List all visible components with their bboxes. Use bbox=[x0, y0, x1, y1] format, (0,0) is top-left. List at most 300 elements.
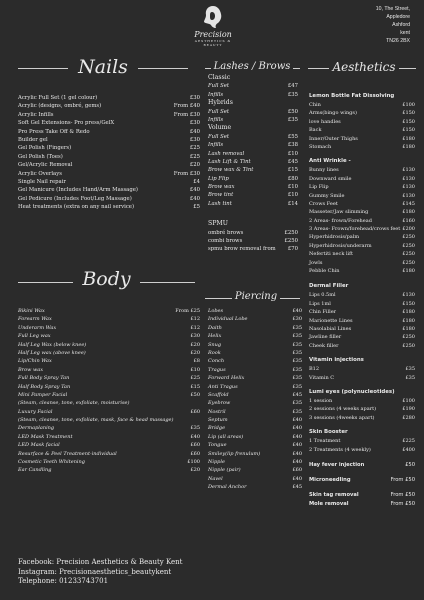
piercing-service-row bbox=[208, 383, 302, 391]
service-price: £30 bbox=[189, 136, 200, 143]
service-price: £35 bbox=[292, 324, 302, 331]
service-price: £40 bbox=[292, 475, 302, 482]
service-name: Ear Candling bbox=[18, 467, 52, 474]
service-name: Full Set bbox=[208, 83, 230, 90]
brand-subtitle: AESTHETICS & BEAUTY bbox=[194, 39, 232, 47]
nail-service-row bbox=[18, 161, 200, 169]
service-name: Crows Feet bbox=[309, 200, 338, 207]
service-price: £145 bbox=[402, 200, 415, 207]
service-price: £35 bbox=[287, 116, 298, 123]
piercing-service-row bbox=[208, 441, 302, 449]
body-service-row bbox=[18, 441, 200, 449]
address-line: Ashford bbox=[392, 22, 410, 28]
service-price: £14 bbox=[287, 200, 298, 207]
skin-booster-row bbox=[309, 446, 415, 454]
body-service-row bbox=[18, 391, 200, 399]
service-name: LED Mask Treatment bbox=[18, 433, 73, 440]
piercing-service-row bbox=[208, 357, 302, 365]
anti-wrinkle-row bbox=[309, 242, 415, 250]
nail-service-row bbox=[18, 144, 200, 152]
service-name: Lip Flip bbox=[208, 175, 229, 182]
service-price: £80 bbox=[287, 175, 298, 182]
service-name: 1 Treatment bbox=[309, 438, 341, 445]
anti-wrinkle-row bbox=[309, 192, 415, 200]
address-line: kent bbox=[400, 30, 410, 36]
service-price: £35 bbox=[292, 358, 302, 365]
contact-footer bbox=[18, 558, 182, 587]
service-price: £35 bbox=[292, 375, 302, 382]
address-line: TN26 2BX bbox=[386, 38, 410, 44]
service-price: £10 bbox=[287, 150, 298, 157]
lemon-bottle-row bbox=[309, 109, 415, 117]
service-name: Nipple bbox=[208, 459, 225, 466]
service-price: £180 bbox=[402, 135, 415, 142]
service-name: (Steam, cleanse, tone, exfoliate, mask, face & head massage) bbox=[18, 417, 174, 424]
service-name: Nostril bbox=[208, 408, 226, 415]
service-price: £160 bbox=[402, 217, 415, 224]
service-price: £280 bbox=[402, 414, 415, 421]
address-block bbox=[376, 5, 410, 45]
service-price: £100 bbox=[402, 102, 415, 108]
service-name: Half Leg wax (above knee) bbox=[18, 349, 86, 356]
service-price: £60 bbox=[292, 467, 302, 474]
lemon-bottle-title: Lemon Bottle Fat Dissolving bbox=[309, 93, 395, 99]
service-price: £5 bbox=[193, 204, 200, 211]
anti-wrinkle-row bbox=[309, 225, 415, 233]
skin-booster-row bbox=[309, 437, 415, 445]
piercing-service-row bbox=[208, 433, 302, 441]
woman-silhouette-icon bbox=[200, 4, 226, 30]
service-name: Bunny lines bbox=[309, 167, 339, 174]
piercing-service-row bbox=[208, 341, 302, 349]
service-name: Bridge bbox=[208, 425, 226, 432]
service-name: Lash tint bbox=[208, 200, 232, 207]
aesthetics-price-list bbox=[309, 92, 415, 508]
service-price: From £40 bbox=[173, 103, 200, 110]
service-price: £30 bbox=[190, 333, 200, 340]
service-price: £35 bbox=[405, 374, 415, 381]
service-price: £35 bbox=[292, 383, 302, 390]
service-price: £45 bbox=[287, 158, 298, 165]
service-price: £225 bbox=[402, 438, 415, 445]
service-name: Masseter/Jaw slimming bbox=[309, 209, 369, 216]
brand-logo bbox=[188, 4, 238, 47]
piercing-service-row bbox=[208, 483, 302, 491]
nail-service-row bbox=[18, 119, 200, 127]
piercing-service-row bbox=[208, 391, 302, 399]
service-price: £40 bbox=[190, 433, 200, 440]
service-name: Bikini Wax bbox=[18, 308, 45, 314]
vitamin-title: Vitamin injections bbox=[309, 357, 364, 364]
service-name: Pebble Chin bbox=[309, 268, 340, 275]
service-price: £50 bbox=[287, 108, 298, 115]
dermal-filler-row bbox=[309, 333, 415, 341]
lash-service-row bbox=[208, 175, 298, 183]
service-name: Conch bbox=[208, 358, 225, 365]
piercing-service-row bbox=[208, 458, 302, 466]
service-name: Forearm Wax bbox=[18, 316, 52, 323]
piercing-service-row bbox=[208, 349, 302, 357]
service-price: £25 bbox=[189, 145, 200, 152]
service-price: £45 bbox=[292, 391, 302, 398]
service-name: Chin bbox=[309, 102, 321, 108]
service-name: Hyperhidrosis/underarm bbox=[309, 242, 372, 249]
service-name: (Steam, cleanse, tone, exfoliate, moisturise) bbox=[18, 400, 130, 407]
service-name: Back bbox=[309, 127, 322, 134]
service-name: Heat treatments (extra on any nail service) bbox=[18, 204, 135, 211]
body-service-row bbox=[18, 341, 200, 349]
service-name: 2 Areas- frown/Forehead bbox=[309, 217, 372, 224]
lumi-eyes-title: Lumi eyes (polynucleotides) bbox=[309, 388, 395, 395]
service-name: Hyperhidrosis/palm bbox=[309, 234, 360, 241]
service-price: £25 bbox=[189, 153, 200, 160]
nail-service-row bbox=[18, 170, 200, 178]
lash-service-row bbox=[208, 133, 298, 141]
dermal-filler-row bbox=[309, 325, 415, 333]
skin-tag-row: Skin tag removal From £50 bbox=[309, 492, 415, 499]
service-price: £45 bbox=[292, 484, 302, 491]
service-name: Forward Helix bbox=[208, 375, 245, 382]
service-price: £35 bbox=[292, 349, 302, 356]
service-name: Nasolabial Lines bbox=[309, 325, 352, 332]
service-name: Infills bbox=[208, 91, 224, 98]
nail-service-row bbox=[18, 94, 200, 102]
service-name: Downward smile bbox=[309, 175, 352, 182]
service-price: £250 bbox=[402, 251, 415, 258]
service-name: Brow tint bbox=[208, 192, 234, 199]
lash-service-row bbox=[208, 91, 298, 99]
service-name: 3 Areas- Frown/forehead/crows feet bbox=[309, 226, 401, 233]
lash-service-row bbox=[208, 200, 298, 208]
service-price: £30 bbox=[292, 316, 302, 323]
service-price: £250 bbox=[402, 334, 415, 341]
service-name: Daith bbox=[208, 324, 222, 331]
piercing-service-row bbox=[208, 332, 302, 340]
vitamin-row bbox=[309, 374, 415, 382]
aesthetics-heading: Aesthetics bbox=[328, 60, 400, 74]
dermal-filler-row bbox=[309, 291, 415, 299]
service-price: £60 bbox=[190, 408, 200, 415]
service-price: £180 bbox=[402, 309, 415, 316]
service-name: Builder gel bbox=[18, 136, 48, 143]
service-name: Dermal Anchor bbox=[208, 484, 247, 491]
body-service-row bbox=[18, 466, 200, 474]
lumi-eyes-row bbox=[309, 414, 415, 422]
lash-service-row bbox=[208, 191, 298, 199]
service-price: £250 bbox=[402, 242, 415, 249]
address-line: Appledore bbox=[386, 14, 410, 20]
service-name: Septum bbox=[208, 417, 228, 424]
microneedling-row: Microneedling From £50 bbox=[309, 477, 415, 484]
nails-heading: Nails bbox=[68, 56, 138, 78]
dermal-filler-row bbox=[309, 317, 415, 325]
service-name: Lash Lift & Tint bbox=[208, 158, 251, 165]
service-price: £35 bbox=[190, 425, 200, 432]
spmu-service-row bbox=[208, 229, 298, 237]
service-price: £35 bbox=[405, 366, 415, 373]
facebook-link[interactable]: Facebook: Precision Aesthetics & Beauty Kent bbox=[18, 558, 183, 566]
service-price: £130 bbox=[402, 175, 415, 182]
service-price: From £25 bbox=[175, 308, 200, 314]
service-name: Snug bbox=[208, 341, 222, 348]
service-name: Individual Lobe bbox=[208, 316, 248, 323]
service-price: £60 bbox=[190, 450, 200, 457]
service-name: Anti Tragus bbox=[208, 383, 238, 390]
lash-service-row bbox=[208, 108, 298, 116]
lemon-bottle-row bbox=[309, 135, 415, 143]
lemon-bottle-row bbox=[309, 126, 415, 134]
spmu-title: SPMU bbox=[208, 220, 228, 228]
body-service-row bbox=[18, 383, 200, 391]
anti-wrinkle-title: Anti Wrinkle - bbox=[309, 158, 351, 165]
service-name: Acrylic Full Set (1 gel colour) bbox=[18, 95, 98, 101]
service-price: £55 bbox=[287, 133, 298, 140]
service-price: £130 bbox=[402, 292, 415, 299]
service-price: £250 bbox=[284, 229, 298, 236]
service-name: Scaffold bbox=[208, 391, 229, 398]
service-name: Gel/Acrylic Removal bbox=[18, 162, 73, 169]
service-name: Underarm Wax bbox=[18, 324, 57, 331]
anti-wrinkle-row bbox=[309, 208, 415, 216]
service-price: £35 bbox=[287, 91, 298, 98]
service-name: Gel Manicure (Includes Hand/Arm Massage) bbox=[18, 187, 138, 194]
piercing-service-row bbox=[208, 324, 302, 332]
nail-service-row bbox=[18, 128, 200, 136]
service-name: spmu brow removal from bbox=[208, 246, 276, 253]
service-price: £250 bbox=[402, 234, 415, 241]
body-service-row bbox=[18, 315, 200, 323]
service-price: £40 bbox=[189, 187, 200, 194]
service-price: £180 bbox=[402, 325, 415, 332]
service-price: £100 bbox=[402, 397, 415, 404]
body-service-row bbox=[18, 366, 200, 374]
spmu-service-row bbox=[208, 245, 298, 253]
service-price: £25 bbox=[190, 375, 200, 382]
body-service-row bbox=[18, 357, 200, 365]
piercing-service-row bbox=[208, 408, 302, 416]
service-name: Eyebrow bbox=[208, 400, 231, 407]
piercing-service-row bbox=[208, 399, 302, 407]
nail-service-row bbox=[18, 195, 200, 203]
service-name: Lips 0.5ml bbox=[309, 292, 336, 299]
lash-service-row bbox=[208, 82, 298, 90]
service-name: Cheek filler bbox=[309, 342, 339, 349]
service-price: £150 bbox=[402, 300, 415, 307]
service-name: Jowls bbox=[309, 259, 323, 266]
service-name: Cosmetic Teeth Whitening bbox=[18, 459, 85, 466]
service-name: Acrylic Infills bbox=[18, 111, 54, 118]
lashes-volume-title: Volume bbox=[208, 124, 232, 132]
service-name: Lip Flip bbox=[309, 184, 329, 191]
body-service-row bbox=[18, 408, 200, 416]
anti-wrinkle-row bbox=[309, 200, 415, 208]
service-price: £200 bbox=[402, 226, 415, 233]
lash-service-row bbox=[208, 116, 298, 124]
service-name: Rook bbox=[208, 349, 221, 356]
service-name: LED Mask facial bbox=[18, 442, 60, 449]
service-name: Acrylic Overlays bbox=[18, 170, 62, 177]
piercing-service-row bbox=[208, 315, 302, 323]
service-name: Gel Pedicure (Includes Foot/Leg Massage) bbox=[18, 195, 132, 202]
dermal-filler-row bbox=[309, 342, 415, 350]
lashes-heading: Lashes / Brows bbox=[210, 61, 294, 72]
piercing-service-row bbox=[208, 374, 302, 382]
lemon-bottle-row bbox=[309, 118, 415, 126]
service-name: Gel Polish (Toes) bbox=[18, 153, 63, 160]
service-name: ombré brows bbox=[208, 229, 244, 236]
service-price: £35 bbox=[292, 366, 302, 373]
service-name: Full Leg wax bbox=[18, 333, 51, 340]
piercing-service-row bbox=[208, 450, 302, 458]
body-service-row bbox=[18, 399, 200, 407]
service-price: £4 bbox=[193, 178, 200, 185]
anti-wrinkle-row bbox=[309, 233, 415, 241]
service-name: Luxury Facial bbox=[18, 408, 53, 415]
service-price: £150 bbox=[402, 127, 415, 134]
body-service-row bbox=[18, 324, 200, 332]
service-price: £30 bbox=[189, 95, 200, 101]
service-name: Tragus bbox=[208, 366, 226, 373]
service-price: £40 bbox=[292, 450, 302, 457]
body-service-row bbox=[18, 450, 200, 458]
service-name: 3 sessions (4weeks apart) bbox=[309, 414, 375, 421]
anti-wrinkle-row bbox=[309, 259, 415, 267]
service-name: combi brows bbox=[208, 238, 243, 245]
anti-wrinkle-row bbox=[309, 267, 415, 275]
piercing-service-row bbox=[208, 424, 302, 432]
service-name: love handles bbox=[309, 118, 341, 125]
piercing-service-row bbox=[208, 366, 302, 374]
lash-service-row bbox=[208, 141, 298, 149]
dermal-filler-row bbox=[309, 308, 415, 316]
service-name: Brow wax bbox=[208, 184, 235, 191]
service-name: Nipple (pair) bbox=[208, 467, 241, 474]
nail-service-row bbox=[18, 203, 200, 211]
service-name: 2 Treatments (4 weekly) bbox=[309, 446, 371, 453]
service-name: Gel Polish (Fingers) bbox=[18, 145, 72, 152]
nail-service-row bbox=[18, 136, 200, 144]
address-line: 10, The Street, bbox=[375, 6, 410, 12]
dermal-filler-title: Dermal Filler bbox=[309, 283, 349, 290]
service-price: £10 bbox=[287, 184, 298, 191]
service-price: £250 bbox=[402, 259, 415, 266]
service-price: £40 bbox=[189, 195, 200, 202]
service-price: £12 bbox=[190, 324, 200, 331]
service-name: Nefertiti neck lift bbox=[309, 251, 353, 258]
anti-wrinkle-row bbox=[309, 183, 415, 191]
service-name: Pro Press Take Off & Redo bbox=[18, 128, 90, 135]
service-name: Navel bbox=[208, 475, 223, 482]
service-price: £180 bbox=[402, 209, 415, 216]
service-price: £250 bbox=[284, 238, 298, 245]
body-service-row bbox=[18, 424, 200, 432]
service-price: £20 bbox=[190, 341, 200, 348]
service-price: £20 bbox=[189, 162, 200, 169]
service-name: Infills bbox=[208, 116, 224, 123]
service-price: £40 bbox=[292, 433, 302, 440]
service-name: Soft Gel Extensions- Pro press/GelX bbox=[18, 120, 115, 127]
service-name: Helix bbox=[208, 333, 222, 340]
lashes-hybrids-title: Hybrids bbox=[208, 99, 233, 107]
service-name: Single Nail repair bbox=[18, 178, 66, 185]
service-price: £35 bbox=[292, 333, 302, 340]
service-price: £50 bbox=[190, 391, 200, 398]
service-price: £180 bbox=[402, 268, 415, 275]
service-name: B12 bbox=[309, 366, 320, 373]
nail-service-row bbox=[18, 111, 200, 119]
service-name: Full Set bbox=[208, 108, 230, 115]
piercing-service-row bbox=[208, 475, 302, 483]
nail-service-row bbox=[18, 102, 200, 110]
nail-service-row bbox=[18, 186, 200, 194]
service-price: £150 bbox=[402, 118, 415, 125]
piercing-heading: Piercing bbox=[220, 291, 292, 302]
service-price: £35 bbox=[292, 341, 302, 348]
service-price: £20 bbox=[190, 467, 200, 474]
vitamin-row bbox=[309, 365, 415, 373]
body-price-list bbox=[18, 307, 200, 475]
piercing-service-row bbox=[208, 416, 302, 424]
lash-service-row bbox=[208, 158, 298, 166]
service-name: Lobes bbox=[208, 308, 224, 314]
service-price: £130 bbox=[402, 167, 415, 174]
service-name: Infills bbox=[208, 142, 224, 149]
anti-wrinkle-row bbox=[309, 166, 415, 174]
nails-price-list bbox=[18, 94, 200, 211]
service-name: 2 sessions (4 weeks apart) bbox=[309, 406, 377, 413]
hay-fever-row: Hay fever injection £50 bbox=[309, 461, 415, 468]
body-service-row bbox=[18, 307, 200, 315]
service-price: £40 bbox=[292, 459, 302, 466]
lash-service-row bbox=[208, 166, 298, 174]
service-price: £180 bbox=[402, 143, 415, 150]
service-price: £40 bbox=[292, 425, 302, 432]
lashes-price-list bbox=[208, 74, 298, 254]
service-price: £12 bbox=[190, 316, 200, 323]
service-price: From £30 bbox=[173, 170, 200, 177]
lashes-classic-title: Classic bbox=[208, 74, 231, 81]
service-name: Inner/Outer Thighs bbox=[309, 135, 358, 142]
service-price: £10 bbox=[190, 366, 200, 373]
service-name: Lash removal bbox=[208, 150, 245, 157]
service-price: £40 bbox=[292, 308, 302, 314]
anti-wrinkle-row bbox=[309, 217, 415, 225]
service-price: From £30 bbox=[173, 111, 200, 118]
body-service-row bbox=[18, 433, 200, 441]
service-name: Lip/Chin Wax bbox=[18, 358, 52, 365]
lumi-eyes-row bbox=[309, 397, 415, 405]
service-price: £15 bbox=[287, 167, 298, 174]
service-name: Lip (all areas) bbox=[208, 433, 244, 440]
service-name: Gummy Smile bbox=[309, 192, 345, 199]
service-name: Arms(bingo wings) bbox=[309, 110, 357, 117]
service-name: Lips 1ml bbox=[309, 300, 331, 307]
body-service-row bbox=[18, 416, 200, 424]
service-name: Acrylic (designs, ombré, gems) bbox=[18, 103, 102, 110]
body-service-row bbox=[18, 374, 200, 382]
service-name: Brow wax & Tint bbox=[208, 167, 254, 174]
service-price: £400 bbox=[402, 446, 415, 453]
service-price: £30 bbox=[189, 120, 200, 127]
service-price: £150 bbox=[402, 110, 415, 117]
service-name: Half Leg Wax (below knee) bbox=[18, 341, 87, 348]
instagram-link[interactable]: Instagram: Precisionaesthetics_beautykent bbox=[18, 567, 172, 576]
service-name: Full Body Spray Tan bbox=[18, 375, 70, 382]
telephone-link[interactable]: Telephone: 01233743701 bbox=[18, 577, 109, 585]
mole-removal-row: Mole removal From £50 bbox=[309, 500, 415, 507]
service-price: £40 bbox=[292, 417, 302, 424]
service-name: Marionette Lines bbox=[309, 317, 353, 324]
